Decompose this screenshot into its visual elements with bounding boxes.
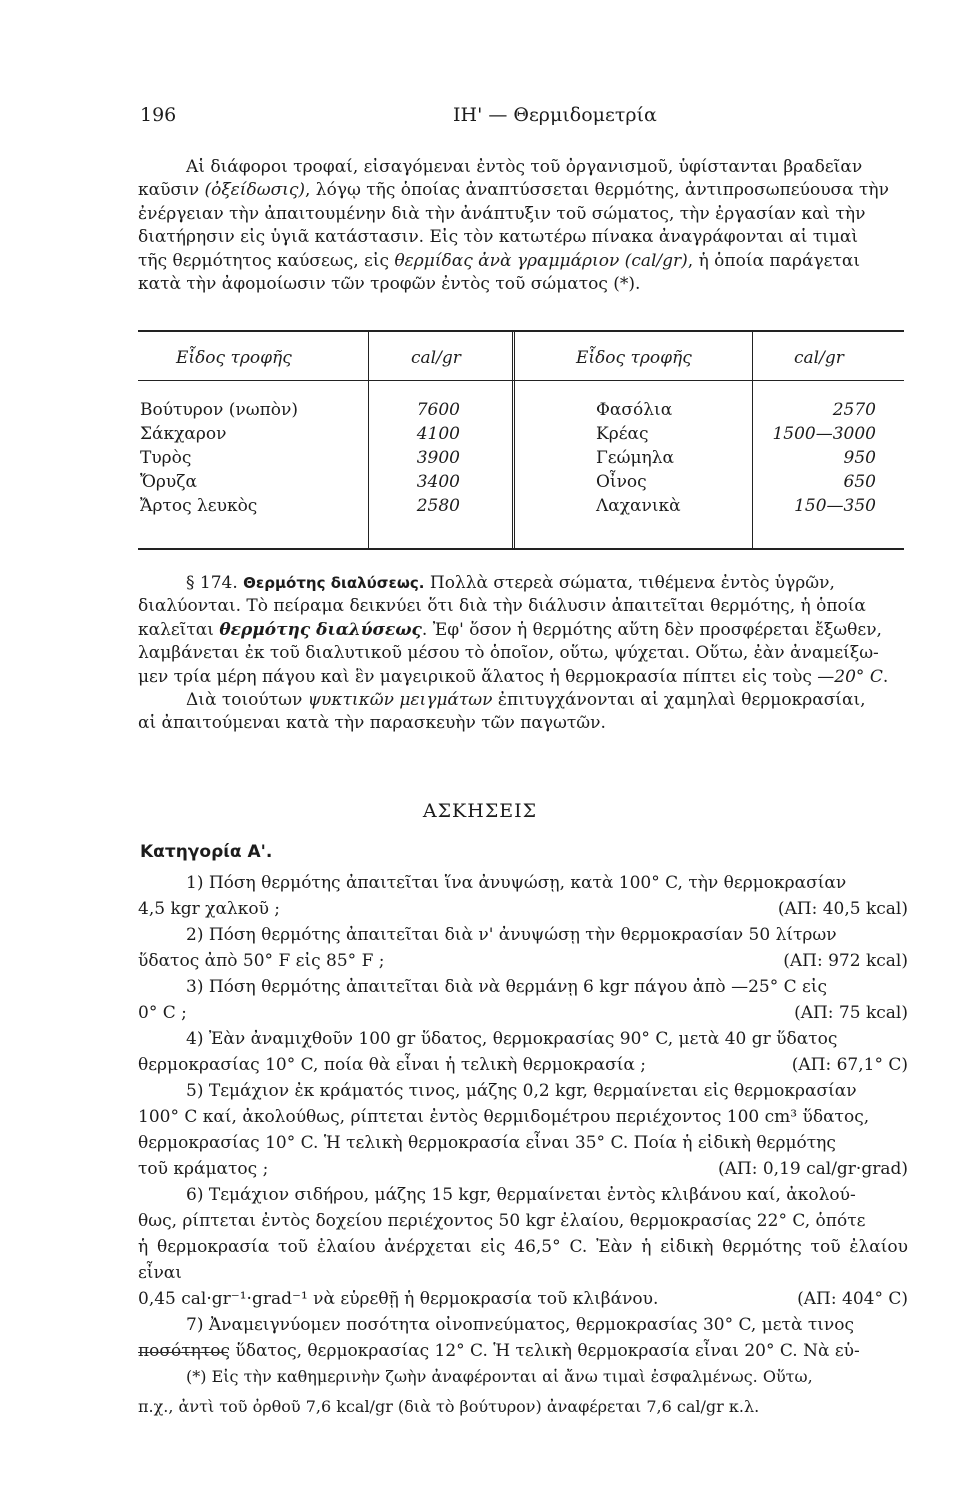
- answer: (ΑΠ: 40,5 kcal): [777, 899, 908, 919]
- intro-paragraph: [138, 156, 908, 296]
- footnote-line: π.χ., ἀντὶ τοῦ ὀρθοῦ 7,6 kcal/gr (διὰ τὸ βούτυρον) ἀναφέρεται 7,6 cal/gr κ.λ.: [138, 1397, 760, 1416]
- table-value: 1500—3000: [772, 424, 876, 444]
- page-number: 196: [140, 104, 177, 126]
- text-line: διαλύονται. Τὸ πείραμα δεικνύει ὅτι διὰ τὴν διάλυσιν ἀπαιτεῖται θερμότης, ἡ ὁποία: [138, 596, 866, 617]
- table-value: 950: [843, 448, 876, 468]
- text-line: καλεῖται θερμότης διαλύσεως. Ἐφ' ὅσον ἡ θερμότης αὕτη δὲν προσφέρεται ἔξωθεν,: [138, 619, 882, 640]
- exercise-line: 2) Πόση θερμότης ἀπαιτεῖται διὰ ν' ἀνυψώσῃ τὴν θερμοκρασίαν 50 λίτρων: [186, 925, 837, 945]
- table-food: Γεώμηλα: [596, 448, 674, 468]
- table-food: Βούτυρον (νωπὸν): [140, 400, 298, 420]
- page-header: [140, 104, 910, 134]
- category-title: Κατηγορία Α'.: [140, 842, 273, 862]
- table-food: Ὄρυζα: [140, 472, 197, 492]
- table-header-cal-left: cal/gr: [411, 348, 461, 368]
- exercise-line: ἡ θερμοκρασία τοῦ ἐλαίου ἀνέρχεται εἰς 46,5° C. Ἐὰν ἡ εἰδικὴ θερμότης τοῦ ἐλαίου εἶναι: [138, 1237, 908, 1283]
- text-line: λαμβάνεται ἐκ τοῦ διαλυτικοῦ μέσου τὸ ὁποῖον, οὕτω, ψύχεται. Οὕτω, ἐὰν ἀναμείξω-: [138, 643, 879, 664]
- exercise-line: θερμοκρασίας 10° C, ποία θὰ εἶναι ἡ τελικὴ θερμοκρασία ; (ΑΠ: 67,1° C): [138, 1052, 908, 1078]
- answer: (ΑΠ: 0,19 cal/gr·grad): [717, 1159, 908, 1179]
- table-divider: [512, 332, 515, 548]
- answer: (ΑΠ: 67,1° C): [791, 1055, 908, 1075]
- table-header-food-right: Εἶδος τροφῆς: [576, 348, 692, 368]
- exercise-line: 0,45 cal·gr⁻¹·grad⁻¹ νὰ εὑρεθῇ ἡ θερμοκρασία τοῦ κλιβάνου. (ΑΠ: 404° C): [138, 1286, 908, 1312]
- table-food: Οἶνος: [596, 472, 647, 492]
- table-divider: [752, 332, 753, 548]
- footnote-line: (*) Εἰς τὴν καθημερινὴν ζωὴν ἀναφέρονται αἱ ἄνω τιμαὶ ἐσφαλμένως. Οὕτω,: [186, 1367, 813, 1386]
- exercise-line: 6) Τεμάχιον σιδήρου, μάζης 15 kgr, θερμαίνεται ἐντὸς κλιβάνου καί, ἀκολού-: [186, 1185, 856, 1205]
- table-value: 650: [843, 472, 876, 492]
- table-value: 3400: [416, 472, 460, 492]
- text-line: Αἱ διάφοροι τροφαί, εἰσαγόμεναι ἐντὸς τοῦ ὀργανισμοῦ, ὑφίστανται βραδεῖαν: [186, 157, 863, 177]
- answer: (ΑΠ: 972 kcal): [783, 951, 908, 971]
- section-number: § 174.: [186, 573, 238, 593]
- calorie-table: [138, 330, 904, 550]
- text-line: διατήρησιν εἰς ὑγιᾶ κατάστασιν. Εἰς τὸν κατωτέρω πίνακα ἀναγράφονται αἱ τιμαὶ: [138, 227, 859, 248]
- exercise-line: 100° C καί, ἀκολούθως, ρίπτεται ἐντὸς θερμιδομέτρου περιέχοντος 100 cm³ ὕδατος,: [138, 1107, 870, 1127]
- exercise-line: ὕδατος ἀπὸ 50° F εἰς 85° F ; (ΑΠ: 972 kcal): [138, 948, 908, 974]
- running-title: ΙΗ' — Θερμιδομετρία: [453, 104, 657, 126]
- table-food: Τυρὸς: [140, 448, 192, 468]
- text-line: ἐνέργειαν τὴν ἀπαιτουμένην διὰ τὴν ἀνάπτυξιν τοῦ σώματος, τὴν ἐργασίαν καὶ τὴν: [138, 203, 866, 224]
- table-header-rule: [138, 380, 904, 381]
- exercise-line: θως, ρίπτεται ἐντὸς δοχείου περιέχοντος 50 kgr ἐλαίου, θερμοκρασίας 22° C, ὁπότε: [138, 1211, 866, 1231]
- table-food: Φασόλια: [596, 400, 673, 420]
- exercise-line: 4) Ἐὰν ἀναμιχθοῦν 100 gr ὕδατος, θερμοκρασίας 90° C, μετὰ 40 gr ὕδατος: [186, 1029, 838, 1049]
- footnote: [138, 1362, 908, 1422]
- exercise-line: 5) Τεμάχιον ἐκ κράματός τινος, μάζης 0,2 kgr, θερμαίνεται εἰς θερμοκρασίαν: [186, 1081, 857, 1101]
- exercise-line: ποσότητος ὕδατος, θερμοκρασίας 12° C. Ἡ τελικὴ θερμοκρασία εἶναι 20° C. Νὰ εὑ-: [138, 1341, 860, 1361]
- text-line: καῦσιν (ὀξείδωσις), λόγῳ τῆς ὁποίας ἀναπτύσσεται θερμότης, ἀντιπροσωπεύουσα τὴν: [138, 180, 889, 201]
- exercises-title: ΑΣΚΗΣΕΙΣ: [422, 800, 538, 822]
- text-line: § 174. Θερμότης διαλύσεως. Πολλὰ στερεὰ σώματα, τιθέμενα ἐντὸς ὑγρῶν,: [186, 573, 835, 593]
- table-value: 7600: [416, 400, 460, 420]
- table-header-food-left: Εἶδος τροφῆς: [176, 348, 292, 368]
- section-174: [138, 572, 908, 736]
- exercise-line: 4,5 kgr χαλκοῦ ; (ΑΠ: 40,5 kcal): [138, 896, 908, 922]
- text-line: κατὰ τὴν ἀφομοίωσιν τῶν τροφῶν ἐντὸς τοῦ σώματος (*).: [138, 274, 641, 295]
- footnote-rule: [138, 1352, 228, 1353]
- table-value: 3900: [416, 448, 460, 468]
- exercise-line: 1) Πόση θερμότης ἀπαιτεῖται ἵνα ἀνυψώσῃ, κατὰ 100° C, τὴν θερμοκρασίαν: [186, 873, 847, 893]
- answer: (ΑΠ: 404° C): [797, 1289, 908, 1309]
- table-food: Σάκχαρον: [140, 424, 227, 444]
- table-value: 150—350: [794, 496, 876, 516]
- table-food: Λαχανικὰ: [596, 496, 681, 516]
- table-header-cal-right: cal/gr: [794, 348, 844, 368]
- table-value: 4100: [416, 424, 460, 444]
- table-divider: [368, 332, 369, 548]
- text-line: τῆς θερμότητος καύσεως, εἰς θερμίδας ἀνὰ γραμμάριον (cal/gr), ἡ ὁποία παράγεται: [138, 250, 861, 271]
- text-line: αἱ ἀπαιτούμεναι κατὰ τὴν παρασκευὴν τῶν παγωτῶν.: [138, 713, 606, 734]
- answer: (ΑΠ: 75 kcal): [794, 1003, 908, 1023]
- text-line: μεν τρία μέρη πάγου καὶ ἓν μαγειρικοῦ ἅλατος ἡ θερμοκρασία πίπτει εἰς τοὺς —20° C.: [138, 666, 889, 687]
- table-food: Ἄρτος λευκὸς: [140, 496, 258, 516]
- exercise-line: 7) Ἀναμειγνύομεν ποσότητα οἰνοπνεύματος, θερμοκρασίας 30° C, μετὰ τινος: [186, 1315, 855, 1335]
- exercise-line: θερμοκρασίας 10° C. Ἡ τελικὴ θερμοκρασία εἶναι 35° C. Ποία ἡ εἰδικὴ θερμότης: [138, 1133, 836, 1153]
- exercise-list: [138, 870, 908, 1364]
- exercise-line: 3) Πόση θερμότης ἀπαιτεῖται διὰ νὰ θερμάνῃ 6 kgr πάγου ἀπὸ —25° C εἰς: [186, 977, 828, 997]
- exercise-line: τοῦ κράματος ; (ΑΠ: 0,19 cal/gr·grad): [138, 1156, 908, 1182]
- text-line: Διὰ τοιούτων ψυκτικῶν μειγμάτων ἐπιτυγχάνονται αἱ χαμηλαὶ θερμοκρασίαι,: [186, 690, 866, 711]
- table-value: 2580: [416, 496, 460, 516]
- table-food: Κρέας: [596, 424, 649, 444]
- table-value: 2570: [832, 400, 876, 420]
- exercise-line: 0° C ; (ΑΠ: 75 kcal): [138, 1000, 908, 1026]
- section-title: Θερμότης διαλύσεως.: [243, 574, 425, 592]
